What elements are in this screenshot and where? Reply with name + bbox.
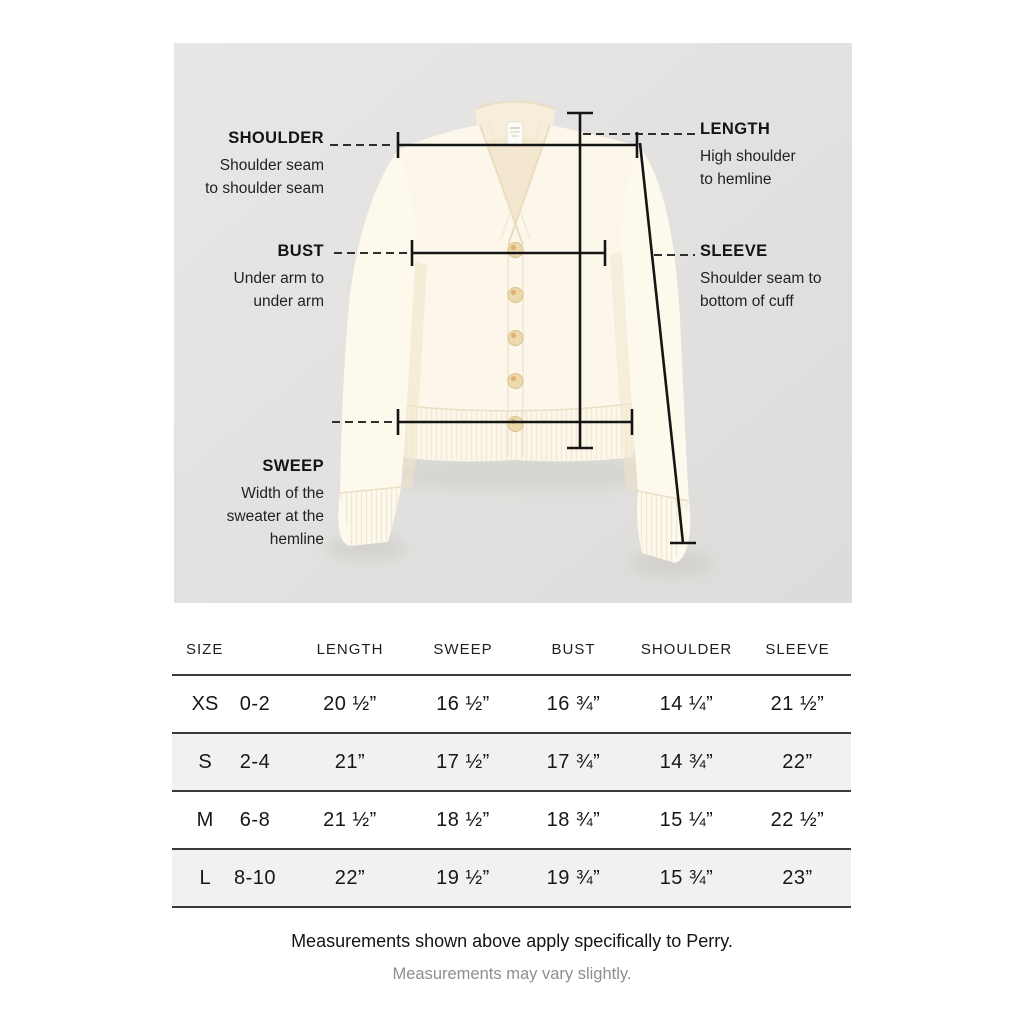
bust-cell: 16 ¾” (546, 692, 601, 715)
size-cell: S 2-4 (198, 750, 271, 773)
shoulder-label: SHOULDER (228, 129, 324, 147)
sweep-cell: 17 ½” (436, 750, 490, 773)
sleeve-annotation (700, 242, 852, 313)
table-row-s (172, 734, 851, 792)
bust-annotation (174, 242, 324, 313)
table-row-l (172, 850, 851, 908)
size-cell: XS 0-2 (191, 692, 271, 715)
col-header-bust: BUST (551, 641, 596, 658)
length-cell: 22” (334, 866, 366, 889)
sweep-label: SWEEP (262, 457, 324, 475)
table-row-m (172, 792, 851, 850)
size-table (172, 625, 851, 908)
size-cell: M 6-8 (196, 808, 271, 831)
shoulder-annotation (174, 129, 324, 200)
shoulder-cell: 15 ¾” (659, 866, 714, 889)
length-cell: 21 ½” (323, 808, 377, 831)
sleeve-cell: 21 ½” (770, 692, 825, 715)
shoulder-description: Shoulder seam to shoulder seam (205, 157, 324, 197)
shoulder-cell: 14 ¾” (659, 750, 714, 773)
size-table-header (172, 625, 851, 676)
bust-label: BUST (277, 242, 324, 260)
hem-ribbing (402, 403, 634, 462)
length-cell: 20 ½” (323, 692, 377, 715)
sweep-annotation (174, 457, 324, 551)
col-header-sleeve: SLEEVE (765, 641, 830, 658)
bust-cell: 18 ¾” (546, 808, 601, 831)
sweep-description: Width of the sweater at the hemline (226, 485, 324, 548)
col-header-shoulder: SHOULDER (640, 641, 733, 658)
shoulder-cell: 15 ¼” (659, 808, 714, 831)
back-collar (475, 102, 555, 147)
table-row-xs (172, 676, 851, 734)
length-annotation (700, 120, 852, 191)
sleeve-description: Shoulder seam to bottom of cuff (700, 270, 822, 310)
length-description: High shoulder to hemline (700, 148, 796, 188)
sleeve-cell: 22 ½” (770, 808, 825, 831)
sleeve-cell: 23” (782, 866, 813, 889)
col-header-length: LENGTH (316, 641, 384, 658)
sleeve-cell: 22” (782, 750, 813, 773)
size-guide-diagram (174, 43, 852, 603)
sweep-cell: 19 ½” (436, 866, 490, 889)
bust-cell: 17 ¾” (546, 750, 601, 773)
length-cell: 21” (334, 750, 366, 773)
sweep-cell: 16 ½” (436, 692, 490, 715)
sleeve-label: SLEEVE (700, 242, 768, 260)
brand-tag (507, 122, 523, 146)
col-header-sweep: SWEEP (433, 641, 493, 658)
bust-cell: 19 ¾” (546, 866, 601, 889)
bust-description: Under arm to under arm (233, 270, 324, 310)
size-cell: L 8-10 (199, 866, 277, 889)
footnote-secondary: Measurements may vary slightly. (392, 965, 632, 983)
shoulder-cell: 14 ¼” (659, 692, 714, 715)
footnote (0, 931, 1024, 984)
sweep-cell: 18 ½” (436, 808, 490, 831)
footnote-primary: Measurements shown above apply specifically to Perry. (291, 931, 733, 951)
col-header-size: SIZE (186, 641, 224, 658)
length-label: LENGTH (700, 120, 771, 138)
